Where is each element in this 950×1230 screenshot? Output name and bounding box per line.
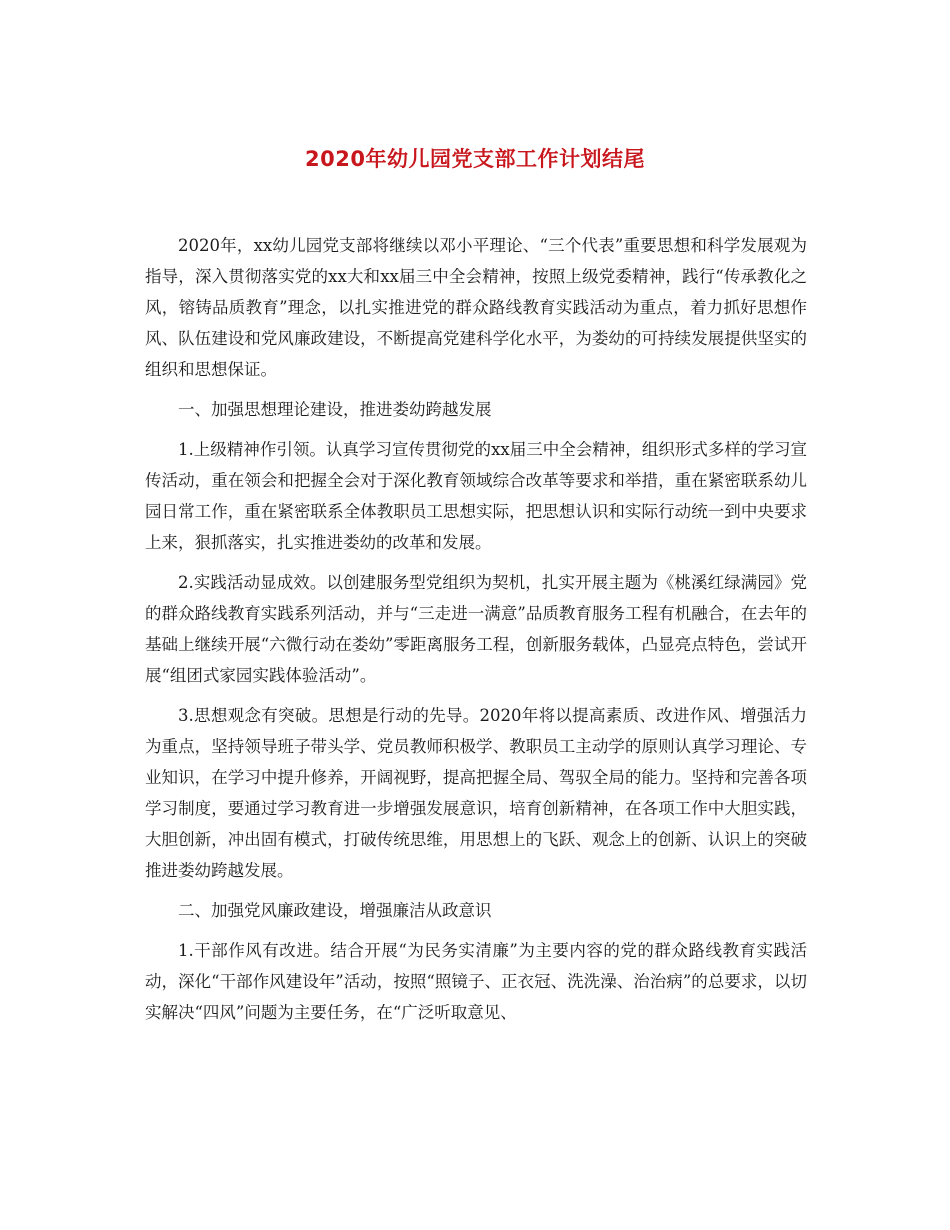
paragraph-2-1: 1.干部作风有改进。结合开展“为民务实清廉”为主要内容的党的群众路线教育实践活动，深化“干部作风建设年”活动，按照“照镜子、正衣冠、洗洗澡、治治病”的总要求，以切实解决“四风”问题为主要任务，在“广泛听取意见、 — [145, 941, 807, 1022]
section-heading-1: 一、加强思想理论建设，推进娄幼跨越发展 — [178, 400, 492, 419]
paragraph-1-1: 1.上级精神作引领。认真学习宣传贯彻党的xx届三中全会精神，组织形式多样的学习宣传活动，重在领会和把握全会对于深化教育领域综合改革等要求和举措，重在紧密联系幼儿园日常工作，重在紧密联系全体教职员工思想实际，把思想认识和实际行动统一到中央要求上来，狠抓落实，扎实推进娄幼的改革和发展。 — [145, 440, 807, 552]
paragraph-intro: 2020年，xx幼儿园党支部将继续以邓小平理论、“三个代表”重要思想和科学发展观为指导，深入贯彻落实党的xx大和xx届三中全会精神，按照上级党委精神，践行“传承教化之风，镕铸品质教育”理念，以扎实推进党的群众路线教育实践活动为重点，着力抓好思想作风、队伍建设和党风廉政建设，不断提高党建科学化水平，为娄幼的可持续发展提供坚实的组织和思想保证。 — [145, 236, 807, 379]
paragraph-1-2: 2.实践活动显成效。以创建服务型党组织为契机，扎实开展主题为《桃溪红绿满园》党的群众路线教育实践系列活动，并与“三走进一满意”品质教育服务工程有机融合，在去年的基础上继续开展“六微行动在娄幼”零距离服务工程，创新服务载体，凸显亮点特色，尝试开展“组团式家园实践体验活动”。 — [145, 573, 807, 685]
document-body — [145, 230, 807, 1037]
paragraph-1-3: 3.思想观念有突破。思想是行动的先导。2020年将以提高素质、改进作风、增强活力为重点，坚持领导班子带头学、党员教师积极学、教职员工主动学的原则认真学习理论、专业知识，在学习中提升修养，开阔视野，提高把握全局、驾驭全局的能力。坚持和完善各项学习制度，要通过学习教育进一步增强发展意识，培育创新精神，在各项工作中大胆实践，大胆创新，冲出固有模式，打破传统思维，用思想上的飞跃、观念上的创新、认识上的突破推进娄幼跨越发展。 — [145, 706, 807, 880]
section-heading-2: 二、加强党风廉政建设，增强廉洁从政意识 — [178, 901, 492, 920]
document-title: 2020年幼儿园党支部工作计划结尾 — [305, 147, 645, 171]
